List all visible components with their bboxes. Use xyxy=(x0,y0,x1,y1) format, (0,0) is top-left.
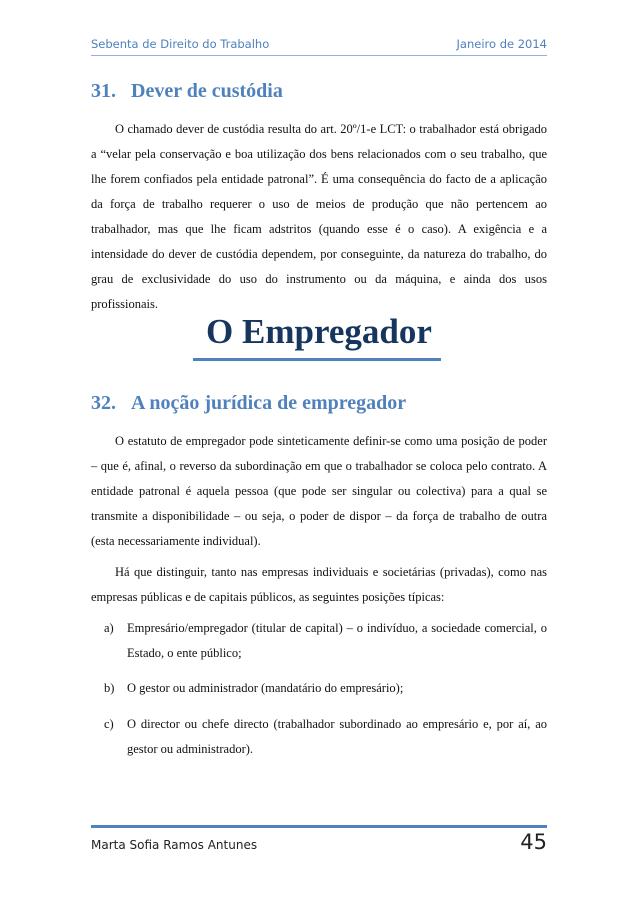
list-item-marker: a) xyxy=(104,621,114,635)
section-31-heading xyxy=(91,80,283,103)
section-31-paragraph: O chamado dever de custódia resulta do art. 20º/1-e LCT: o trabalhador está obrigado a “velar pela conservação e boa utilização dos bens relacionados com o seu trabalho, que lhe forem confiados pela entidade patronal”. É uma consequência do facto de a aplicação da força de trabalho requerer o uso de meios de produção que não pertencem ao trabalhador, mas que lhe ficam adstritos (quando esse é o caso). A exigência e a intensidade do dever de custódia dependem, por conseguinte, da natureza do trabalho, do grau de exclusividade do uso do instrumento ou da máquina, e ainda dos usos profissionais. xyxy=(91,122,547,311)
list-item-marker: b) xyxy=(104,681,115,695)
list-item xyxy=(91,676,547,701)
section-32-title: A noção jurídica de empregador xyxy=(131,392,407,414)
footer-author: Marta Sofia Ramos Antunes xyxy=(91,838,258,852)
list-item xyxy=(91,712,547,762)
chapter-title: O Empregador xyxy=(206,312,432,351)
chapter-title-underline xyxy=(193,358,441,361)
list-item-text: O gestor ou administrador (mandatário do empresário); xyxy=(127,681,404,695)
list-item-marker: c) xyxy=(104,717,114,731)
section-32-paragraph-2: Há que distinguir, tanto nas empresas individuais e societárias (privadas), como nas empresas públicas e de capitais públicos, as seguintes posições típicas: xyxy=(91,565,547,604)
page-number: 45 xyxy=(520,830,547,854)
list-item-text: Empresário/empregador (titular de capital) – o indivíduo, a sociedade comercial, o Estado, o ente público; xyxy=(127,621,547,660)
section-32-paragraph-1: O estatuto de empregador pode sinteticamente definir-se como uma posição de poder – que é, afinal, o reverso da subordinação em que o trabalhador se coloca pelo contrato. A entidade patronal é aquela pessoa (que pode ser singular ou colectiva) para a qual se transmite a disponibilidade – ou seja, o poder de dispor – da força de trabalho de outra (esta necessariamente individual). xyxy=(91,434,547,548)
header-rule xyxy=(91,55,547,56)
list-item-text: O director ou chefe directo (trabalhador subordinado ao empresário e, por aí, ao gestor ou administrador). xyxy=(127,717,547,756)
list-item xyxy=(91,616,547,666)
section-32-number: 32. xyxy=(91,392,116,414)
section-32-heading xyxy=(91,392,406,415)
section-31-number: 31. xyxy=(91,80,116,102)
footer-rule xyxy=(91,825,547,828)
header-title: Sebenta de Direito do Trabalho xyxy=(91,37,270,51)
header-date: Janeiro de 2014 xyxy=(456,37,547,51)
section-31-title: Dever de custódia xyxy=(131,80,283,102)
